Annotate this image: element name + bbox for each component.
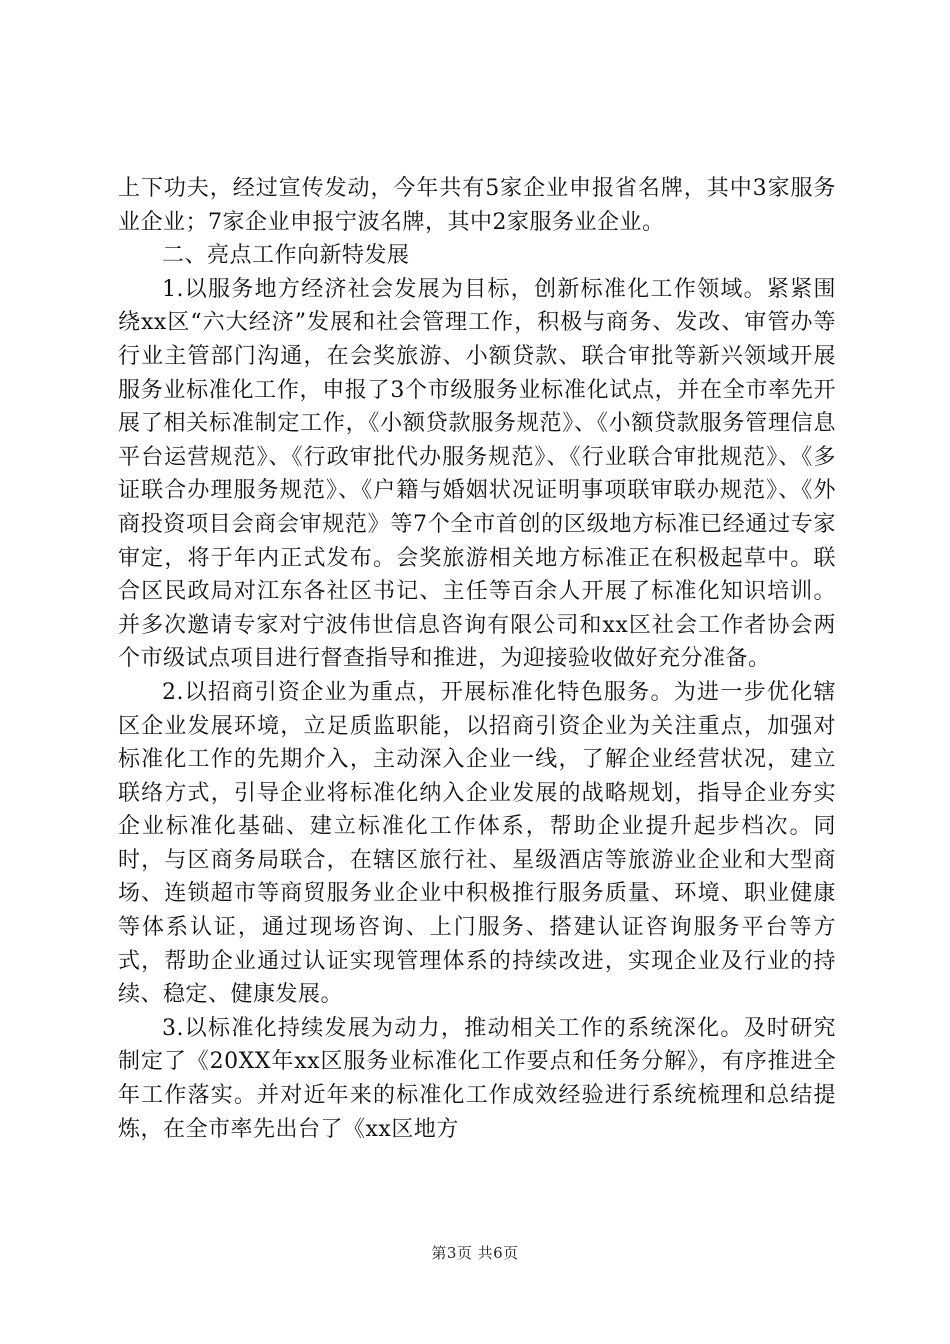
paragraph-item-2: 2.以招商引资企业为重点，开展标准化特色服务。为进一步优化辖区企业发展环境，立足质监职能，以招商引资企业为关注重点，加强对标准化工作的先期介入，主动深入企业一线，了解企业经营状况，建立联络方式，引导企业将标准化纳入企业发展的战略规划，指导企业夯实企业标准化基础、建立标准化工作体系，帮助企业提升起步档次。同时，与区商务局联合，在辖区旅行社、星级酒店等旅游业企业和大型商场、连锁超市等商贸服务业企业中积极推行服务质量、环境、职业健康等体系认证，通过现场咨询、上门服务、搭建认证咨询服务平台等方式，帮助企业通过认证实现管理体系的持续改进，实现企业及行业的持续、稳定、健康发展。 (118, 679, 836, 1008)
paragraph-continued: 上下功夫，经过宣传发动，今年共有5家企业申报省名牌，其中3家服务业企业；7家企业申报宁波名牌，其中2家服务业企业。 (118, 176, 836, 235)
paragraph-item-3: 3.以标准化持续发展为动力，推动相关工作的系统深化。及时研究制定了《20XX年xx区服务业标准化工作要点和任务分解》，有序推进全年工作落实。并对近年来的标准化工作成效经验进行系统梳理和总结提炼，在全市率先出台了《xx区地方 (118, 1015, 836, 1142)
section-heading: 二、亮点工作向新特发展 (162, 243, 410, 269)
page-number-footer: 第3页 共6页 (431, 1244, 519, 1262)
document-body (118, 172, 836, 1146)
paragraph-item-1: 1.以服务地方经济社会发展为目标，创新标准化工作领域。紧紧围绕xx区“六大经济”发展和社会管理工作，积极与商务、发改、审管办等行业主管部门沟通，在会奖旅游、小额贷款、联合审批等新兴领域开展服务业标准化工作，申报了3个市级服务业标准化试点，并在全市率先开展了相关标准制定工作，《小额贷款服务规范》、《小额贷款服务管理信息平台运营规范》、《行政审批代办服务规范》、《行业联合审批规范》、《多证联合办理服务规范》、《户籍与婚姻状况证明事项联审联办规范》、《外商投资项目会商会审规范》等7个全市首创的区级地方标准已经通过专家审定，将于年内正式发布。会奖旅游相关地方标准正在积极起草中。联合区民政局对江东各社区书记、主任等百余人开展了标准化知识培训。并多次邀请专家对宁波伟世信息咨询有限公司和xx区社会工作者协会两个市级试点项目进行督查指导和推进，为迎接验收做好充分准备。 (118, 276, 836, 672)
